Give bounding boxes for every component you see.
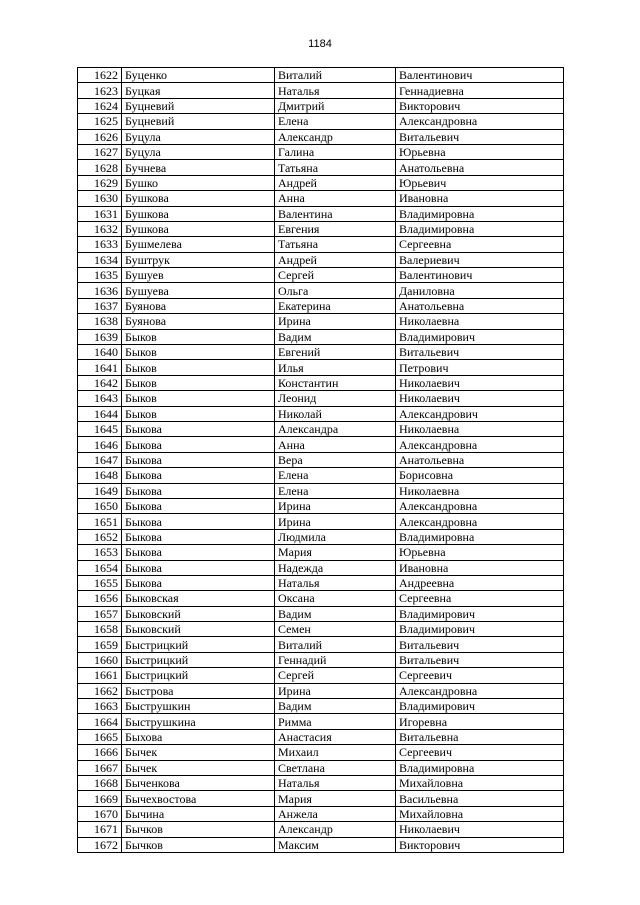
row-number-cell: 1632 bbox=[78, 221, 122, 236]
patronymic-cell: Геннадиевна bbox=[396, 83, 564, 98]
patronymic-cell: Николаевич bbox=[396, 375, 564, 390]
table-row bbox=[78, 760, 564, 775]
row-number-cell: 1637 bbox=[78, 298, 122, 313]
patronymic-cell: Владимировна bbox=[396, 529, 564, 544]
patronymic-cell: Александровна bbox=[396, 114, 564, 129]
table-row bbox=[78, 175, 564, 190]
row-number-cell: 1626 bbox=[78, 129, 122, 144]
table-row bbox=[78, 822, 564, 837]
first-name-cell: Галина bbox=[275, 144, 396, 159]
first-name-cell: Мария bbox=[275, 545, 396, 560]
first-name-cell: Наталья bbox=[275, 775, 396, 790]
table-row bbox=[78, 345, 564, 360]
surname-cell: Бычков bbox=[122, 822, 275, 837]
first-name-cell: Виталий bbox=[275, 637, 396, 652]
table-row bbox=[78, 606, 564, 621]
first-name-cell: Евгений bbox=[275, 345, 396, 360]
first-name-cell: Ирина bbox=[275, 514, 396, 529]
first-name-cell: Вадим bbox=[275, 329, 396, 344]
surname-cell: Бушкова bbox=[122, 206, 275, 221]
patronymic-cell: Александровна bbox=[396, 514, 564, 529]
patronymic-cell: Викторович bbox=[396, 98, 564, 113]
table-row bbox=[78, 637, 564, 652]
table-row bbox=[78, 221, 564, 236]
table-row bbox=[78, 252, 564, 267]
patronymic-cell: Александровна bbox=[396, 498, 564, 513]
patronymic-cell: Владимировна bbox=[396, 206, 564, 221]
table-row bbox=[78, 622, 564, 637]
first-name-cell: Геннадий bbox=[275, 652, 396, 667]
row-number-cell: 1636 bbox=[78, 283, 122, 298]
surname-cell: Буцула bbox=[122, 144, 275, 159]
surname-cell: Буцкая bbox=[122, 83, 275, 98]
patronymic-cell: Александровна bbox=[396, 683, 564, 698]
first-name-cell: Елена bbox=[275, 114, 396, 129]
first-name-cell: Константин bbox=[275, 375, 396, 390]
table-row bbox=[78, 452, 564, 467]
table-row bbox=[78, 268, 564, 283]
row-number-cell: 1648 bbox=[78, 468, 122, 483]
surname-cell: Быкова bbox=[122, 483, 275, 498]
table-row bbox=[78, 514, 564, 529]
table-row bbox=[78, 191, 564, 206]
patronymic-cell: Валентинович bbox=[396, 268, 564, 283]
row-number-cell: 1638 bbox=[78, 314, 122, 329]
patronymic-cell: Михайловна bbox=[396, 775, 564, 790]
row-number-cell: 1654 bbox=[78, 560, 122, 575]
surname-cell: Быков bbox=[122, 360, 275, 375]
surname-cell: Буцневий bbox=[122, 114, 275, 129]
first-name-cell: Римма bbox=[275, 714, 396, 729]
first-name-cell: Мария bbox=[275, 791, 396, 806]
surname-cell: Буцневий bbox=[122, 98, 275, 113]
patronymic-cell: Ивановна bbox=[396, 191, 564, 206]
first-name-cell: Дмитрий bbox=[275, 98, 396, 113]
first-name-cell: Евгения bbox=[275, 221, 396, 236]
table-row bbox=[78, 144, 564, 159]
row-number-cell: 1622 bbox=[78, 68, 122, 83]
first-name-cell: Анастасия bbox=[275, 729, 396, 744]
table-row bbox=[78, 560, 564, 575]
table-row bbox=[78, 298, 564, 313]
roster-body bbox=[78, 68, 564, 853]
surname-cell: Бучнева bbox=[122, 160, 275, 175]
first-name-cell: Ольга bbox=[275, 283, 396, 298]
row-number-cell: 1670 bbox=[78, 806, 122, 821]
table-row bbox=[78, 668, 564, 683]
patronymic-cell: Анатольевна bbox=[396, 452, 564, 467]
patronymic-cell: Сергеевна bbox=[396, 591, 564, 606]
first-name-cell: Леонид bbox=[275, 391, 396, 406]
table-row bbox=[78, 529, 564, 544]
row-number-cell: 1645 bbox=[78, 421, 122, 436]
row-number-cell: 1647 bbox=[78, 452, 122, 467]
surname-cell: Быкова bbox=[122, 560, 275, 575]
surname-cell: Бушкова bbox=[122, 191, 275, 206]
table-row bbox=[78, 575, 564, 590]
first-name-cell: Виталий bbox=[275, 68, 396, 83]
first-name-cell: Оксана bbox=[275, 591, 396, 606]
row-number-cell: 1663 bbox=[78, 699, 122, 714]
surname-cell: Бычков bbox=[122, 837, 275, 852]
row-number-cell: 1666 bbox=[78, 745, 122, 760]
table-row bbox=[78, 406, 564, 421]
row-number-cell: 1667 bbox=[78, 760, 122, 775]
table-row bbox=[78, 391, 564, 406]
surname-cell: Быкова bbox=[122, 575, 275, 590]
first-name-cell: Елена bbox=[275, 468, 396, 483]
patronymic-cell: Николаевич bbox=[396, 391, 564, 406]
surname-cell: Быкова bbox=[122, 468, 275, 483]
patronymic-cell: Витальевна bbox=[396, 729, 564, 744]
row-number-cell: 1635 bbox=[78, 268, 122, 283]
patronymic-cell: Владимирович bbox=[396, 606, 564, 621]
row-number-cell: 1671 bbox=[78, 822, 122, 837]
first-name-cell: Сергей bbox=[275, 668, 396, 683]
first-name-cell: Ирина bbox=[275, 498, 396, 513]
table-row bbox=[78, 314, 564, 329]
patronymic-cell: Юрьевич bbox=[396, 175, 564, 190]
first-name-cell: Людмила bbox=[275, 529, 396, 544]
surname-cell: Быструшкина bbox=[122, 714, 275, 729]
table-row bbox=[78, 468, 564, 483]
surname-cell: Бычина bbox=[122, 806, 275, 821]
surname-cell: Буштрук bbox=[122, 252, 275, 267]
surname-cell: Быструшкин bbox=[122, 699, 275, 714]
patronymic-cell: Ивановна bbox=[396, 560, 564, 575]
first-name-cell: Сергей bbox=[275, 268, 396, 283]
first-name-cell: Татьяна bbox=[275, 237, 396, 252]
first-name-cell: Надежда bbox=[275, 560, 396, 575]
surname-cell: Бушуев bbox=[122, 268, 275, 283]
table-row bbox=[78, 714, 564, 729]
row-number-cell: 1661 bbox=[78, 668, 122, 683]
patronymic-cell: Анатольевна bbox=[396, 298, 564, 313]
first-name-cell: Светлана bbox=[275, 760, 396, 775]
row-number-cell: 1649 bbox=[78, 483, 122, 498]
row-number-cell: 1628 bbox=[78, 160, 122, 175]
patronymic-cell: Витальевич bbox=[396, 129, 564, 144]
table-row bbox=[78, 160, 564, 175]
row-number-cell: 1627 bbox=[78, 144, 122, 159]
first-name-cell: Александр bbox=[275, 129, 396, 144]
patronymic-cell: Николаевна bbox=[396, 314, 564, 329]
first-name-cell: Екатерина bbox=[275, 298, 396, 313]
row-number-cell: 1625 bbox=[78, 114, 122, 129]
first-name-cell: Вера bbox=[275, 452, 396, 467]
surname-cell: Быкова bbox=[122, 545, 275, 560]
row-number-cell: 1655 bbox=[78, 575, 122, 590]
row-number-cell: 1650 bbox=[78, 498, 122, 513]
patronymic-cell: Александрович bbox=[396, 406, 564, 421]
table-row bbox=[78, 745, 564, 760]
patronymic-cell: Михайловна bbox=[396, 806, 564, 821]
surname-cell: Буянова bbox=[122, 298, 275, 313]
first-name-cell: Наталья bbox=[275, 83, 396, 98]
row-number-cell: 1656 bbox=[78, 591, 122, 606]
first-name-cell: Анжела bbox=[275, 806, 396, 821]
patronymic-cell: Витальевич bbox=[396, 345, 564, 360]
page-number: 1184 bbox=[308, 38, 332, 50]
table-row bbox=[78, 437, 564, 452]
patronymic-cell: Андреевна bbox=[396, 575, 564, 590]
surname-cell: Быкова bbox=[122, 498, 275, 513]
first-name-cell: Ирина bbox=[275, 314, 396, 329]
first-name-cell: Наталья bbox=[275, 575, 396, 590]
patronymic-cell: Юрьевна bbox=[396, 144, 564, 159]
patronymic-cell: Владимировна bbox=[396, 221, 564, 236]
first-name-cell: Семен bbox=[275, 622, 396, 637]
row-number-cell: 1668 bbox=[78, 775, 122, 790]
surname-cell: Быкова bbox=[122, 437, 275, 452]
row-number-cell: 1641 bbox=[78, 360, 122, 375]
patronymic-cell: Николаевна bbox=[396, 483, 564, 498]
surname-cell: Бычехвостова bbox=[122, 791, 275, 806]
patronymic-cell: Анатольевна bbox=[396, 160, 564, 175]
row-number-cell: 1624 bbox=[78, 98, 122, 113]
surname-cell: Быкова bbox=[122, 514, 275, 529]
row-number-cell: 1669 bbox=[78, 791, 122, 806]
surname-cell: Буянова bbox=[122, 314, 275, 329]
patronymic-cell: Николаевич bbox=[396, 822, 564, 837]
table-row bbox=[78, 283, 564, 298]
first-name-cell: Александра bbox=[275, 421, 396, 436]
first-name-cell: Вадим bbox=[275, 699, 396, 714]
surname-cell: Быкова bbox=[122, 529, 275, 544]
table-row bbox=[78, 206, 564, 221]
surname-cell: Бычек bbox=[122, 760, 275, 775]
surname-cell: Быковский bbox=[122, 622, 275, 637]
row-number-cell: 1662 bbox=[78, 683, 122, 698]
first-name-cell: Анна bbox=[275, 191, 396, 206]
patronymic-cell: Юрьевна bbox=[396, 545, 564, 560]
first-name-cell: Максим bbox=[275, 837, 396, 852]
table-row bbox=[78, 68, 564, 83]
surname-cell: Бушкова bbox=[122, 221, 275, 236]
patronymic-cell: Борисовна bbox=[396, 468, 564, 483]
surname-cell: Быков bbox=[122, 375, 275, 390]
row-number-cell: 1652 bbox=[78, 529, 122, 544]
first-name-cell: Татьяна bbox=[275, 160, 396, 175]
table-row bbox=[78, 114, 564, 129]
table-row bbox=[78, 729, 564, 744]
patronymic-cell: Николаевна bbox=[396, 421, 564, 436]
table-row bbox=[78, 498, 564, 513]
table-row bbox=[78, 237, 564, 252]
patronymic-cell: Игоревна bbox=[396, 714, 564, 729]
row-number-cell: 1658 bbox=[78, 622, 122, 637]
table-row bbox=[78, 791, 564, 806]
patronymic-cell: Викторович bbox=[396, 837, 564, 852]
table-row bbox=[78, 591, 564, 606]
table-row bbox=[78, 129, 564, 144]
patronymic-cell: Витальевич bbox=[396, 637, 564, 652]
row-number-cell: 1660 bbox=[78, 652, 122, 667]
surname-cell: Быстрицкий bbox=[122, 652, 275, 667]
patronymic-cell: Витальевич bbox=[396, 652, 564, 667]
patronymic-cell: Валентинович bbox=[396, 68, 564, 83]
row-number-cell: 1631 bbox=[78, 206, 122, 221]
row-number-cell: 1657 bbox=[78, 606, 122, 621]
patronymic-cell: Александровна bbox=[396, 437, 564, 452]
first-name-cell: Николай bbox=[275, 406, 396, 421]
roster-table bbox=[77, 67, 564, 853]
patronymic-cell: Сергеевна bbox=[396, 237, 564, 252]
first-name-cell: Михаил bbox=[275, 745, 396, 760]
row-number-cell: 1651 bbox=[78, 514, 122, 529]
table-row bbox=[78, 806, 564, 821]
first-name-cell: Ирина bbox=[275, 683, 396, 698]
patronymic-cell: Сергеевич bbox=[396, 668, 564, 683]
surname-cell: Быков bbox=[122, 345, 275, 360]
patronymic-cell: Васильевна bbox=[396, 791, 564, 806]
first-name-cell: Елена bbox=[275, 483, 396, 498]
row-number-cell: 1659 bbox=[78, 637, 122, 652]
table-row bbox=[78, 421, 564, 436]
surname-cell: Быков bbox=[122, 406, 275, 421]
surname-cell: Быхова bbox=[122, 729, 275, 744]
surname-cell: Быков bbox=[122, 391, 275, 406]
first-name-cell: Вадим bbox=[275, 606, 396, 621]
first-name-cell: Александр bbox=[275, 822, 396, 837]
patronymic-cell: Владимирович bbox=[396, 622, 564, 637]
row-number-cell: 1630 bbox=[78, 191, 122, 206]
patronymic-cell: Петрович bbox=[396, 360, 564, 375]
row-number-cell: 1643 bbox=[78, 391, 122, 406]
patronymic-cell: Сергеевич bbox=[396, 745, 564, 760]
patronymic-cell: Владимирович bbox=[396, 329, 564, 344]
table-row bbox=[78, 329, 564, 344]
table-row bbox=[78, 683, 564, 698]
row-number-cell: 1646 bbox=[78, 437, 122, 452]
table-row bbox=[78, 775, 564, 790]
row-number-cell: 1629 bbox=[78, 175, 122, 190]
row-number-cell: 1642 bbox=[78, 375, 122, 390]
first-name-cell: Илья bbox=[275, 360, 396, 375]
surname-cell: Бычек bbox=[122, 745, 275, 760]
row-number-cell: 1640 bbox=[78, 345, 122, 360]
surname-cell: Бушмелева bbox=[122, 237, 275, 252]
surname-cell: Бушуева bbox=[122, 283, 275, 298]
surname-cell: Быстрицкий bbox=[122, 637, 275, 652]
first-name-cell: Андрей bbox=[275, 252, 396, 267]
surname-cell: Бушко bbox=[122, 175, 275, 190]
table-row bbox=[78, 483, 564, 498]
surname-cell: Быченкова bbox=[122, 775, 275, 790]
surname-cell: Быковский bbox=[122, 606, 275, 621]
row-number-cell: 1653 bbox=[78, 545, 122, 560]
row-number-cell: 1664 bbox=[78, 714, 122, 729]
surname-cell: Быкова bbox=[122, 421, 275, 436]
row-number-cell: 1665 bbox=[78, 729, 122, 744]
table-row bbox=[78, 699, 564, 714]
table-row bbox=[78, 837, 564, 852]
patronymic-cell: Владимировна bbox=[396, 760, 564, 775]
row-number-cell: 1644 bbox=[78, 406, 122, 421]
row-number-cell: 1634 bbox=[78, 252, 122, 267]
table-row bbox=[78, 375, 564, 390]
row-number-cell: 1639 bbox=[78, 329, 122, 344]
row-number-cell: 1672 bbox=[78, 837, 122, 852]
patronymic-cell: Даниловна bbox=[396, 283, 564, 298]
surname-cell: Буцула bbox=[122, 129, 275, 144]
table-row bbox=[78, 83, 564, 98]
first-name-cell: Андрей bbox=[275, 175, 396, 190]
surname-cell: Быков bbox=[122, 329, 275, 344]
surname-cell: Быстрова bbox=[122, 683, 275, 698]
row-number-cell: 1623 bbox=[78, 83, 122, 98]
table-row bbox=[78, 98, 564, 113]
surname-cell: Быковская bbox=[122, 591, 275, 606]
surname-cell: Быстрицкий bbox=[122, 668, 275, 683]
row-number-cell: 1633 bbox=[78, 237, 122, 252]
table-row bbox=[78, 360, 564, 375]
patronymic-cell: Владимирович bbox=[396, 699, 564, 714]
first-name-cell: Валентина bbox=[275, 206, 396, 221]
patronymic-cell: Валериевич bbox=[396, 252, 564, 267]
surname-cell: Буценко bbox=[122, 68, 275, 83]
first-name-cell: Анна bbox=[275, 437, 396, 452]
table-row bbox=[78, 545, 564, 560]
surname-cell: Быкова bbox=[122, 452, 275, 467]
table-row bbox=[78, 652, 564, 667]
